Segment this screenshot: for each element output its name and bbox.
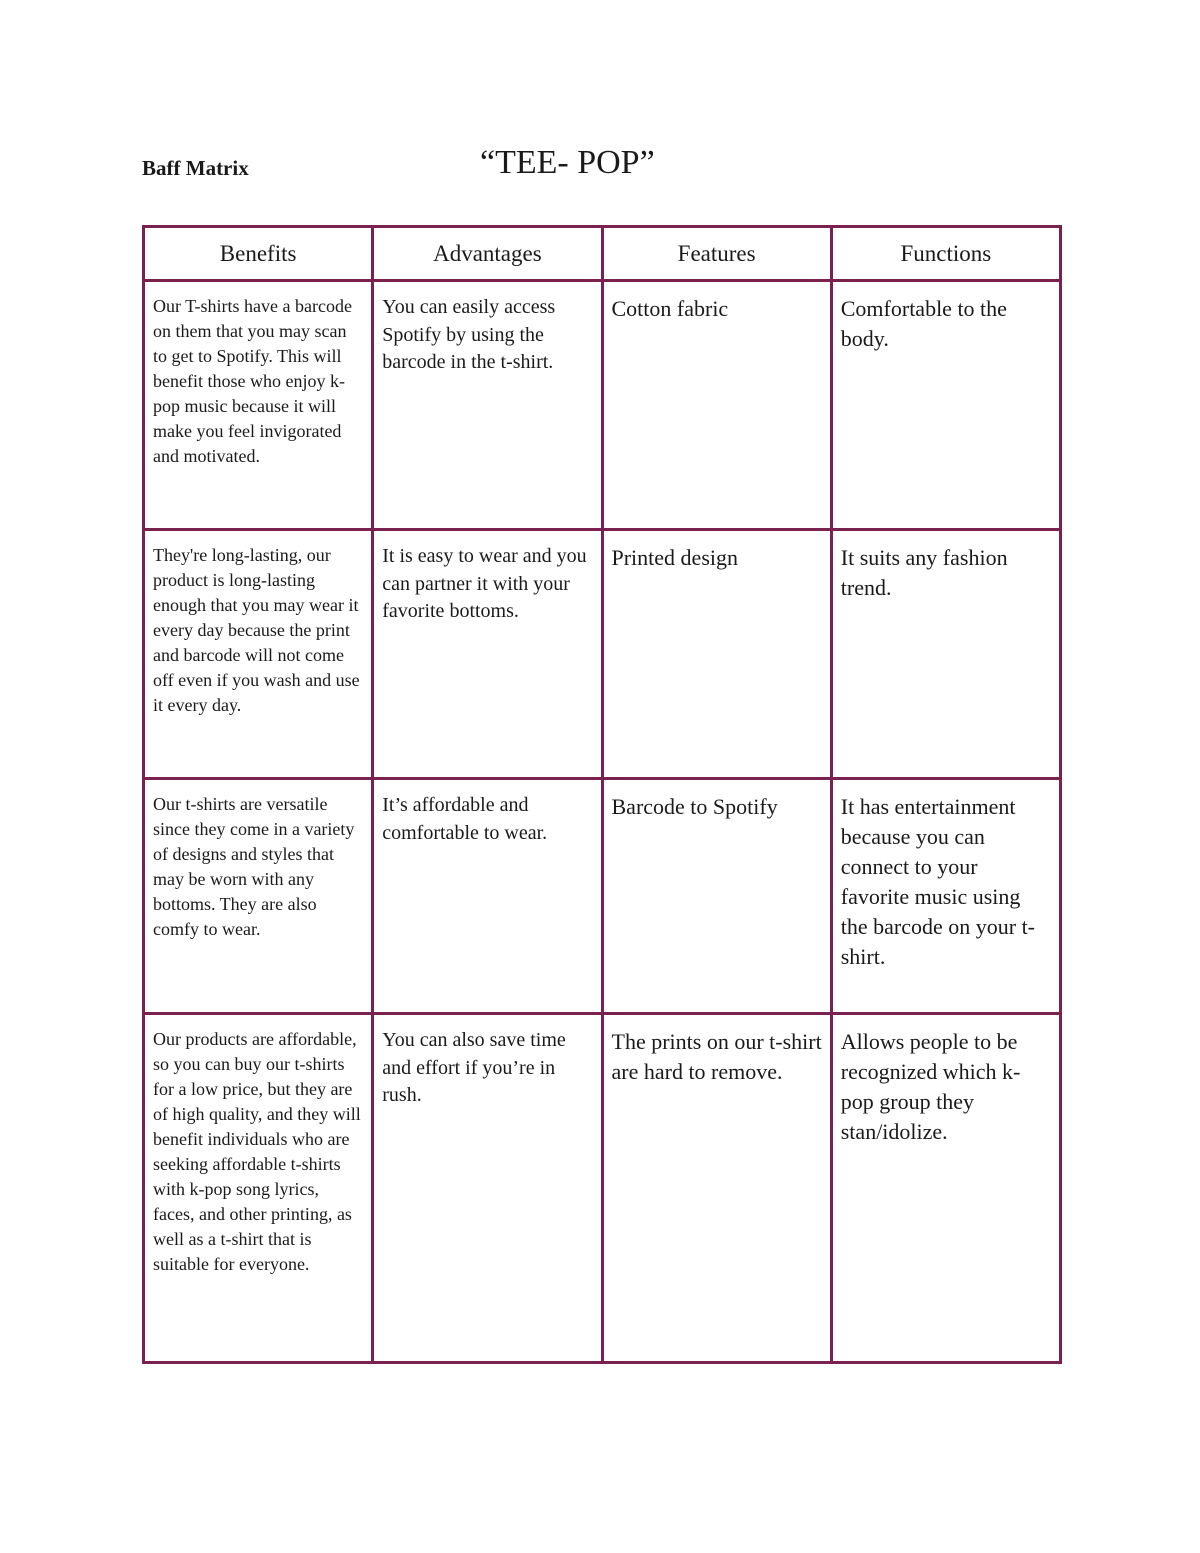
function-cell: Comfortable to the body.: [831, 281, 1060, 530]
feature-cell: Barcode to Spotify: [602, 779, 831, 1014]
feature-cell: Printed design: [602, 530, 831, 779]
page-heading: [142, 144, 1062, 194]
benefit-cell: Our products are affordable, so you can buy our t-shirts for a low price, but they are of high quality, and they will benefit individuals who are seeking affordable t-shirts with k-pop song lyrics, faces, and other printing, as well as a t-shirt that is suitable for everyone.: [144, 1014, 373, 1363]
advantage-cell: You can easily access Spotify by using the barcode in the t-shirt.: [373, 281, 602, 530]
document-label: Baff Matrix: [142, 156, 249, 180]
document-title: “TEE- POP”: [480, 144, 655, 181]
column-header-features: Features: [602, 227, 831, 281]
advantage-cell: You can also save time and effort if you’re in rush.: [373, 1014, 602, 1363]
function-cell: Allows people to be recognized which k-pop group they stan/idolize.: [831, 1014, 1060, 1363]
function-cell: It has entertainment because you can connect to your favorite music using the barcode on your t-shirt.: [831, 779, 1060, 1014]
table-row: [144, 281, 1061, 530]
table-header-row: [144, 227, 1061, 281]
benefit-cell: Our t-shirts are versatile since they come in a variety of designs and styles that may be worn with any bottoms. They are also comfy to wear.: [144, 779, 373, 1014]
advantage-cell: It is easy to wear and you can partner it with your favorite bottoms.: [373, 530, 602, 779]
table-row: [144, 1014, 1061, 1363]
column-header-benefits: Benefits: [144, 227, 373, 281]
feature-cell: The prints on our t-shirt are hard to remove.: [602, 1014, 831, 1363]
advantage-cell: It’s affordable and comfortable to wear.: [373, 779, 602, 1014]
benefit-cell: They're long-lasting, our product is long-lasting enough that you may wear it every day because the print and barcode will not come off even if you wash and use it every day.: [144, 530, 373, 779]
benefit-cell: Our T-shirts have a barcode on them that you may scan to get to Spotify. This will benefit those who enjoy k-pop music because it will make you feel invigorated and motivated.: [144, 281, 373, 530]
function-cell: It suits any fashion trend.: [831, 530, 1060, 779]
table-row: [144, 530, 1061, 779]
column-header-functions: Functions: [831, 227, 1060, 281]
table-row: [144, 779, 1061, 1014]
baff-matrix-table: [142, 225, 1062, 1364]
column-header-advantages: Advantages: [373, 227, 602, 281]
feature-cell: Cotton fabric: [602, 281, 831, 530]
